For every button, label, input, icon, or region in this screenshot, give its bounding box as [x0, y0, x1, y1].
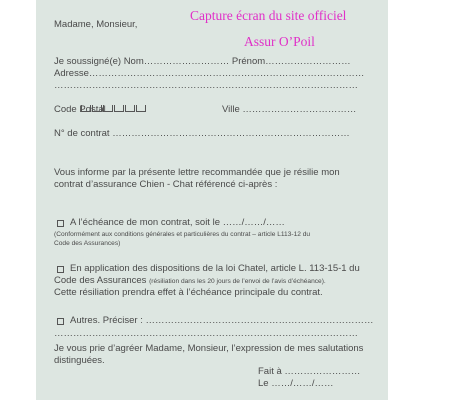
- option-chatel-note: (résiliation dans les 20 jours de l’envoi de l’avis d’échéance).: [149, 278, 326, 285]
- salutation: Madame, Monsieur,: [54, 19, 138, 30]
- date-field[interactable]: Le ……/……/……: [258, 378, 334, 389]
- option-chatel-label-2: [54, 275, 326, 286]
- city-field[interactable]: Ville ………………………………: [222, 104, 357, 115]
- option-echeance-note-2: Code des Assurances): [54, 240, 121, 247]
- address-field-continued[interactable]: ……………………………………………………………………………………: [54, 80, 358, 91]
- caption-site: Capture écran du site officiel: [190, 8, 347, 23]
- option-autres-field-continued[interactable]: ……………………………………………………………………………………: [54, 328, 358, 339]
- option-chatel-effect: Cette résiliation prendra effet à l’échéance principale du contrat.: [54, 287, 323, 298]
- option-chatel-label: En application des dispositions de la loi Chatel, article L. 113-15-1 du: [70, 263, 360, 274]
- option-echeance-checkbox[interactable]: [57, 220, 64, 227]
- caption-brand: Assur O’Poil: [244, 34, 315, 49]
- identity-fields[interactable]: Je soussigné(e) Nom……………………… Prénom………………………: [54, 56, 351, 67]
- intro-text-2: contrat d’assurance Chien - Chat référencé ci-après :: [54, 179, 278, 190]
- option-autres-field[interactable]: Autres. Préciser : ………………………………………………………………: [70, 315, 374, 326]
- postal-code-boxes[interactable]: [81, 105, 147, 112]
- intro-text: Vous informe par la présente lettre recommandée que je résilie mon: [54, 167, 340, 178]
- option-autres-checkbox[interactable]: [57, 318, 64, 325]
- contract-number-field[interactable]: N° de contrat …………………………………………………………………: [54, 128, 350, 139]
- option-chatel-code: Code des Assurances: [54, 275, 147, 286]
- closing-text-2: distinguées.: [54, 355, 105, 366]
- address-field[interactable]: Adresse……………………………………………………………………………: [54, 68, 365, 79]
- option-chatel-checkbox[interactable]: [57, 266, 64, 273]
- option-echeance-note: (Conformément aux conditions générales et particulières du contrat – article L113-12 du: [54, 231, 311, 238]
- postal-code-label: Code Postal: [54, 104, 106, 115]
- place-field[interactable]: Fait à ……………………: [258, 366, 361, 377]
- option-echeance-label: A l’échéance de mon contrat, soit le ……/……/……: [70, 217, 285, 228]
- closing-text: Je vous prie d’agréer Madame, Monsieur, l’expression de mes salutations: [54, 343, 364, 354]
